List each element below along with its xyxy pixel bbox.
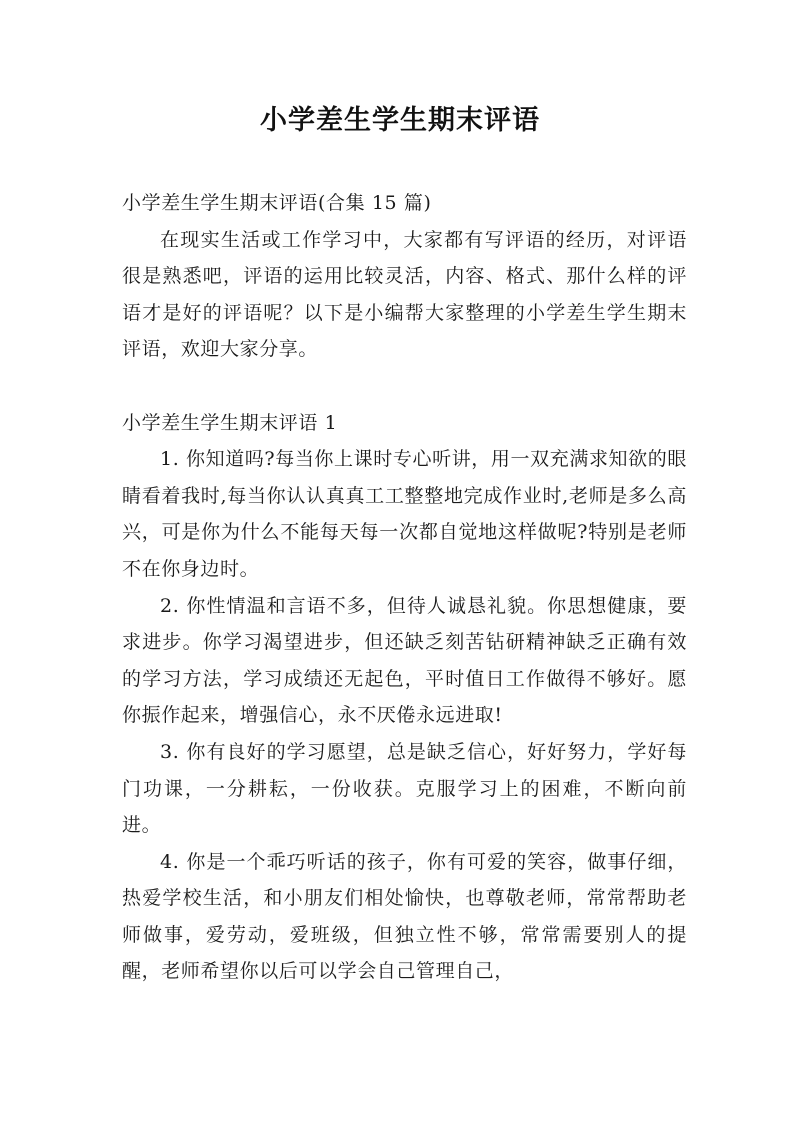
comment-item-3: 3. 你有良好的学习愿望，总是缺乏信心，好好努力，学好每门功课，一分耕耘，一份收获。克服学习上的困难，不断向前进。 xyxy=(122,740,687,837)
comment-item-2: 2. 你性情温和言语不多，但待人诚恳礼貌。你思想健康，要求进步。你学习渴望进步，但还缺乏刻苦钻研精神缺乏正确有效的学习方法，学习成绩还无起色，平时值日工作做得不够好。愿你振作起来，增强信心，永不厌倦永远进取! xyxy=(122,594,687,727)
comment-item-4: 4. 你是一个乖巧听话的孩子，你有可爱的笑容，做事仔细，热爱学校生活，和小朋友们相处愉快，也尊敬老师，常常帮助老师做事，爱劳动，爱班级，但独立性不够，常常需要别人的提醒，老师希望你以后可以学会自己管理自己， xyxy=(122,850,687,983)
intro-paragraph: 在现实生活或工作学习中，大家都有写评语的经历，对评语很是熟悉吧，评语的运用比较灵活，内容、格式、那什么样的评语才是好的评语呢？以下是小编帮大家整理的小学差生学生期末评语，欢迎大家分享。 xyxy=(122,228,687,361)
document-body xyxy=(122,185,687,990)
page-title: 小学差生学生期末评语 xyxy=(260,105,540,136)
comment-item-1: 1. 你知道吗?每当你上课时专心听讲，用一双充满求知欲的眼睛看着我时,每当你认认真真工工整整地完成作业时,老师是多么高兴，可是你为什么不能每天每一次都自觉地这样做呢?特别是老师不在你身边时。 xyxy=(122,448,687,580)
document-subtitle: 小学差生学生期末评语(合集 15 篇) xyxy=(122,192,432,214)
section-heading: 小学差生学生期末评语 1 xyxy=(122,411,338,434)
